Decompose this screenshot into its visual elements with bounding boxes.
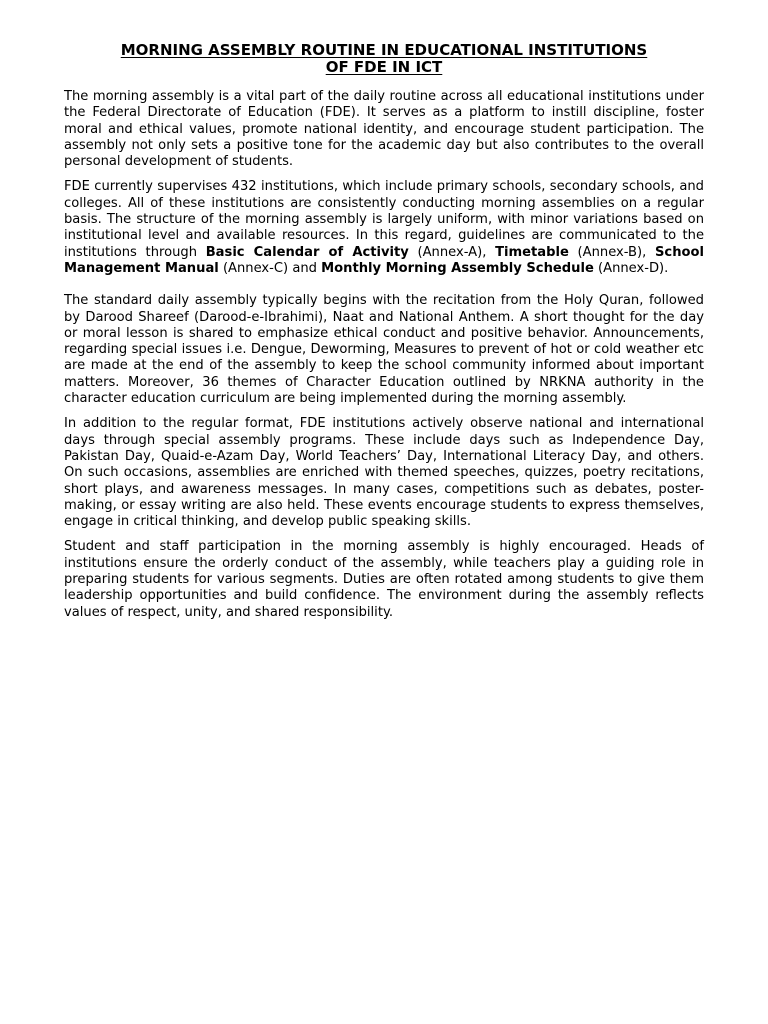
document-page <box>64 42 704 621</box>
annex-b-text: (Annex-B), <box>568 244 655 260</box>
paragraph-institutions <box>64 179 704 277</box>
document-title <box>64 42 704 76</box>
annex-a-text: (Annex-A), <box>408 244 496 260</box>
paragraph-special-days: In addition to the regular format, FDE institutions actively observe national and international days through special assembly programs. These include days such as Independence Day, Pakistan Day, Quaid-e-Azam Day, World Teachers’ Day, International Literacy Day, and others. On such occasions, assemblies are enriched with themed speeches, quizzes, poetry recitations, short plays, and awareness messages. In many cases, competitions such as debates, poster-making, or essay writing are also held. These events encourage students to express themselves, engage in critical thinking, and develop public speaking skills. <box>64 416 704 530</box>
institutions-intro-text: FDE currently supervises 432 institutions, which include primary schools, secondary schools, and colleges. All of these institutions are consistently conducting morning assemblies on a regular basis. The structure of the morning assembly is largely uniform, with minor variations based on institutional level and available resources. In this regard, guidelines are communicated to the institutions through <box>64 179 704 260</box>
timetable-reference: Timetable <box>495 244 569 260</box>
annex-c-text: (Annex-C) and <box>218 260 322 276</box>
basic-calendar-reference: Basic Calendar of Activity <box>205 244 409 260</box>
annex-d-text: (Annex-D). <box>593 260 669 276</box>
paragraph-daily-assembly: The standard daily assembly typically begins with the recitation from the Holy Quran, followed by Darood Shareef (Darood-e-Ibrahimi), Naat and National Anthem. A short thought for the day or moral lesson is shared to emphasize ethical conduct and positive behavior. Announcements, regarding special issues i.e. Dengue, Deworming, Measures to prevent of hot or cold weather etc are made at the end of the assembly to keep the school community informed about important matters. Moreover, 36 themes of Character Education outlined by NRKNA authority in the character education curriculum are being implemented during the morning assembly. <box>64 293 704 407</box>
title-line-2: OF FDE IN ICT <box>325 58 443 76</box>
paragraph-introduction: The morning assembly is a vital part of the daily routine across all educational institutions under the Federal Directorate of Education (FDE). It serves as a platform to instill discipline, foster moral and ethical values, promote national identity, and encourage student participation. The assembly not only sets a positive tone for the academic day but also contributes to the overall personal development of students. <box>64 89 704 170</box>
paragraph-participation: Student and staff participation in the morning assembly is highly encouraged. Heads of institutions ensure the orderly conduct of the assembly, while teachers play a guiding role in preparing students for various segments. Duties are often rotated among students to give them leadership opportunities and build confidence. The environment during the assembly reflects values of respect, unity, and shared responsibility. <box>64 539 704 620</box>
title-line-1: MORNING ASSEMBLY ROUTINE IN EDUCATIONAL INSTITUTIONS <box>120 41 648 59</box>
school-management-manual-reference: School Management Manual <box>64 244 704 276</box>
monthly-assembly-schedule-reference: Monthly Morning Assembly Schedule <box>321 260 594 276</box>
